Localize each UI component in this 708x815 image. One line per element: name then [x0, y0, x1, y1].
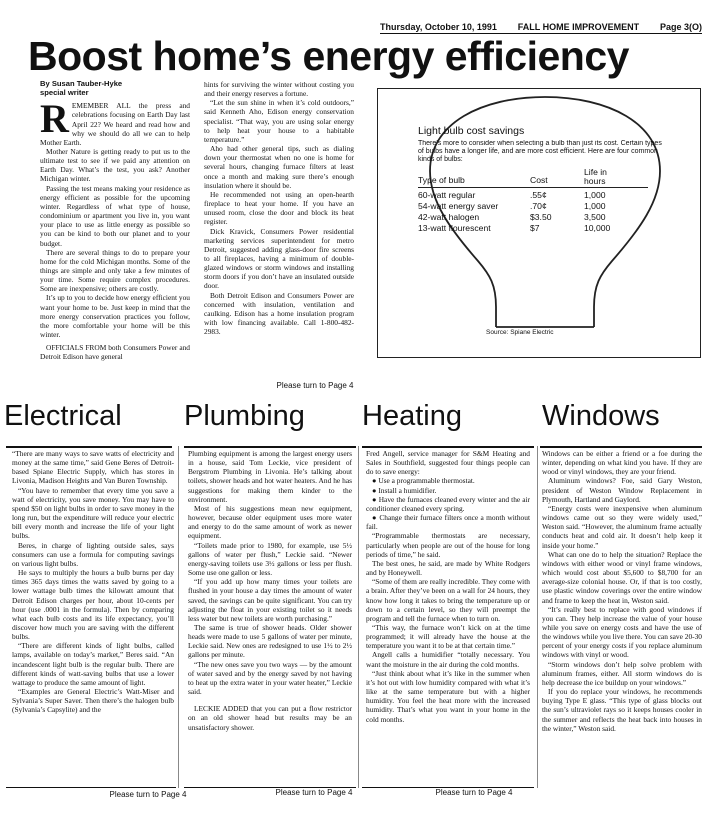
section-title-electrical: Electrical	[4, 400, 122, 432]
windows-para: “It’s really best to replace with good windows if you can. They help increase the value of your house while you save on energy costs and have the use of the windows while you live there. You can save 20-30 percent of your energy costs if you replace aluminum windows with vinyl or wood.	[542, 604, 702, 660]
byline-role: special writer	[40, 87, 89, 97]
section-rule-heating	[362, 446, 534, 448]
bulb-chart-row	[418, 223, 668, 234]
heating-para: The best ones, he said, are made by White Rodgers and by Honeywell.	[366, 558, 530, 578]
heating-bullet: ● Use a programmable thermostat.	[372, 476, 475, 486]
column-rule	[358, 446, 359, 788]
windows-para: “Storm windows don’t help solve problem with aluminum frames, either. All storm windows do is help decrease the ice buildup on your windows.”	[542, 659, 702, 687]
bulb-chart-header	[418, 168, 668, 186]
heating-para: Angell calls a humidifier “totally necessary. You want the moisture in the air during the cold months.	[366, 650, 530, 669]
folio-page: Page 3(O)	[659, 22, 702, 32]
row-cost: .55¢	[530, 190, 547, 200]
row-life: 3,500	[584, 212, 606, 222]
electrical-para: “There are different kinds of light bulbs, called lamps, available on today’s market,” Beres said. “An incandescent light bulb is the regular bulb. There are different kinds of watt-saving bulbs that use a lower wattage to produce the same amount of light.	[12, 641, 174, 687]
plumbing-para: “Toilets made prior to 1980, for example, use 5½ gallons of water per flush,” Leckie said. “Newer energy-saving toilets use 3½ gallons or less per flush. Some use one gallon or less.	[188, 540, 352, 578]
row-life: 1,000	[584, 201, 606, 211]
heating-bullet-text: Install a humidifier.	[378, 485, 437, 495]
section-title-windows: Windows	[542, 400, 660, 432]
header-life: Life in hours	[584, 167, 607, 186]
heating-lead: Fred Angell, service manager for S&M Heating and Sales in Southfield, suggested four things people can do to save energy:	[366, 449, 530, 477]
column-rule	[537, 446, 538, 788]
col2-para: “Let the sun shine in when it’s cold outdoors,” said Kenneth Aho, Edison energy conservation specialist. “That way, you are using solar energy to help heat your house to a habitable temperature.”	[204, 98, 354, 144]
plumbing-para: LECKIE ADDED that you can put a flow restrictor on an old shower head but results may be an unsatisfactory shower.	[188, 704, 352, 732]
col2-para: Both Detroit Edison and Consumers Power are concerned with insulation, ventilation and caulking. Edison has a home insulation program with low financing available. Call 1-800-482-2983.	[204, 290, 354, 337]
folio-section: FALL HOME IMPROVEMENT	[517, 22, 640, 32]
electrical-para: “Examples are General Electric’s Watt-Miser and Sylvania’s Super Saver. Then there’s the halogen bulb (Sylvania’s Capsylite) and the	[12, 687, 174, 715]
plumbing-column	[188, 449, 352, 785]
col1-para: Mother Nature is getting ready to put us to the ultimate test to see if we paid any attention on Earth Day. What’s the test, you ask? Another Michigan winter.	[40, 146, 190, 184]
row-life: 10,000	[584, 223, 611, 233]
row-cost: $3.50	[530, 212, 552, 222]
plumbing-para: Plumbing equipment is among the largest energy users in a house, said Tom Leckie, vice president of Bergstrom Plumbing in Livonia. He’s talking about toilets, shower heads and hot water heaters. And he has suggestions for making them kinder to the environment.	[188, 449, 352, 504]
bulb-chart-row	[418, 212, 668, 223]
folio-date: Thursday, October 10, 1991	[380, 22, 497, 32]
bottom-rule-electrical	[6, 787, 176, 788]
row-cost: $7	[530, 223, 540, 233]
bulb-chart-intro: There’s more to consider when selecting a bulb than just its cost. Certain types of bulbs have a longer life, and are more cost efficient. Here are four common kinds of bulbs:	[418, 140, 662, 164]
lead-text: EMEMBER ALL the press and celebrations focusing on Earth Day last April 22? We heard and read how and why we should do all we can to help Mother Earth.	[40, 101, 190, 147]
electrical-para: “There are many ways to save watts of electricity and money at the same time,” said Gene Beres of Detroit-based Spiane Electric Supply, which has stores in Livonia, Madison Heights and Van Buren Township.	[12, 449, 174, 486]
byline	[40, 80, 190, 97]
header-cost: Cost	[530, 175, 548, 185]
heating-bullet: ● Change their furnace filters once a month without fail.	[366, 513, 530, 532]
header-type: Type of bulb	[418, 175, 465, 185]
section-rule-windows	[540, 446, 702, 448]
bulb-chart-row	[418, 190, 668, 201]
heating-bullet: ● Install a humidifier.	[372, 485, 437, 495]
row-life: 1,000	[584, 190, 606, 200]
heating-bullet-text: Have the furnaces cleaned every winter and the air conditioner cleaned every spring.	[366, 494, 530, 513]
column-rule	[178, 446, 179, 788]
col1-para: OFFICIALS FROM both Consumers Power and Detroit Edison have general	[40, 343, 190, 362]
col1-para: It’s up to you to decide how energy efficient you want your home to be. Just keep in mind that the more energy conservation practices you follow, the more comfortable your home will be this winter.	[40, 293, 190, 340]
dropcap: R	[40, 96, 69, 142]
section-title-heating: Heating	[362, 400, 462, 432]
headline: Boost home’s energy efficiency	[28, 33, 629, 79]
row-type: 42-watt halogen	[418, 212, 480, 222]
bulb-chart-content	[418, 125, 668, 234]
heating-para: “Just think about what it’s like in the summer when it’s hot out with low humidity compared with what it’s like at the same temperature but with a higher humidity. You feel the heat more with the increased humidity. That’s what you want in your home in the cold months.	[366, 668, 530, 724]
windows-para: Windows can be either a friend or a foe during the winter, depending on what kind you have. If they are wood or vinyl windows, they are your friend.	[542, 449, 702, 477]
col2-para: hints for surviving the winter without costing you and their energy reserves a fortune.	[204, 80, 354, 99]
section-title-plumbing: Plumbing	[184, 400, 305, 432]
plumbing-para: Most of his suggestions mean new equipment, however, because older equipment uses more water and energy to do the same amount of work as newer equipment.	[188, 503, 352, 541]
heating-para: “Some of them are really incredible. They come with a brain. After they’ve been on a wall for 24 hours, they know how long it takes to bring the temperature up or down to a certain level, so they will preempt the program and tell the furnace when to turn on.	[366, 577, 530, 623]
electrical-column	[12, 449, 174, 785]
row-type: 60-watt regular	[418, 190, 476, 200]
bulb-chart-header-rule	[418, 187, 648, 188]
electrical-para: Beres, in charge of lighting outside sales, says consumers can use a formula for computing savings on various light bulbs.	[12, 540, 174, 568]
windows-para: What can one do to help the situation? Replace the windows with either wood or vinyl frame windows, which would cost about $5,600 to $8,700 for an average-size colonial house. Or, if that is too costly, use plastic window coverings over the entire window and frame to keep the heat in, Weston said.	[542, 549, 702, 605]
heating-para: “This way, the furnace won’t kick on at the time programmed; it will already have the house at the temperature you want it to be at that certain time.”	[366, 622, 530, 651]
row-cost: .70¢	[530, 201, 547, 211]
windows-para: If you do replace your windows, he recommends buying Type E glass. “This type of glass blocks out the sun’s ultraviolet rays so it keeps houses cooler in the summer and reflects the heat back into houses in the winter,” Weston said.	[542, 687, 702, 733]
heating-para: “Programmable thermostats are necessary, particularly when people are out of the house for long periods of time,” he said.	[366, 531, 530, 559]
main-story-col2	[204, 80, 354, 368]
col2-para: Dick Kravick, Consumers Power residential marketing services superintendent for metro Detroit, suggested adding glass-door fire screens to all fireplaces, having a minimum of double-glazed windows or storm windows and installing storm doors if you don’t have an insulated outside door.	[204, 226, 354, 291]
windows-para: Aluminum windows? Foe, said Gary Weston, president of Weston Window Replacement in Plymouth, Hartland and Gaylord.	[542, 476, 702, 504]
windows-column	[542, 449, 702, 789]
bulb-chart-box	[377, 88, 701, 358]
col1-para: There are several things to do to prepare your home for the cold Michigan months. Some of the things are simple and only take a few minutes of your time. Some require complex procedures. Some are inexpensive; others are costly.	[40, 247, 190, 294]
col1-para: Passing the test means making your residence as energy efficient as possible for the upcoming winter. Regardless of what type of house, condominium or apartment you live in, you want your place to use as little energy as possible so you can be kind to both our planet and to your budget.	[40, 183, 190, 248]
heating-bullet: ● Have the furnaces cleaned every winter and the air conditioner cleaned every spring.	[366, 494, 530, 513]
plumbing-para: “The new ones save you two ways — by the amount of water saved and by the energy saved by not having to heat up the extra water in your water heater,” Leckie said.	[188, 659, 352, 697]
bulb-chart-source: Source: Spiane Electric	[486, 329, 554, 336]
byline-author: By Susan Tauber-Hyke	[40, 80, 123, 88]
electrical-para: He says to multiply the hours a bulb burns per day times 365 days times the watts saved by going to a lower wattage bulb times the kilowatt amount that Detroit Edison charges per hour, about 10-cents per hour (use .0001 in the formula). Then by comparing what each bulb costs and its life expectancy, you’ll discover how much you are saving with the different bulbs.	[12, 568, 174, 642]
bulb-chart-row	[418, 201, 668, 212]
row-type: 13-watt flourescent	[418, 223, 491, 233]
heating-column	[366, 449, 530, 785]
heating-bullet-text: Use a programmable thermostat.	[378, 476, 475, 486]
lead-paragraph	[40, 96, 190, 147]
col2-para: He recommended not using an open-hearth fireplace to heat your home. If you have an unused room, close the door and block its heat register.	[204, 189, 354, 227]
electrical-para: “You have to remember that every time you save a watt of electricity, you save money. You may have to spend $50 on light bulbs in order to save money in the long run, but the expenditure will reduce your electric bill every month and increase the life of your light bulbs.	[12, 485, 174, 541]
heating-continued: Please turn to Page 4	[435, 788, 513, 797]
electrical-continued: Please turn to Page 4	[109, 790, 187, 799]
folio-line	[380, 22, 702, 32]
windows-para: “Energy costs were inexpensive when aluminum windows came out so they were widely used,” Weston said. “However, the aluminum frame actually conducts heat and cold air. It doesn’t help keep it inside your home.”	[542, 503, 702, 550]
section-rule-electrical	[6, 446, 172, 448]
section-rule-plumbing	[184, 446, 356, 448]
main-story-continued: Please turn to Page 4	[276, 381, 354, 390]
plumbing-continued: Please turn to Page 4	[275, 788, 353, 797]
plumbing-para: The same is true of shower heads. Older shower heads were made to use 5 gallons of water per minute, Leckie said. New ones are redesigned to use 1½ to 2½ gallons per minute.	[188, 622, 352, 660]
heating-bullet-text: Change their furnace filters once a month without fail.	[366, 513, 530, 532]
plumbing-para: “If you add up how many times your toilets are flushed in your house a day times the amount of water saved, the savings can be quite significant. You can try adjusting the float in your existing toilet so it needs less water but new toilets are worth purchasing.”	[188, 577, 352, 623]
col2-para: Aho had other general tips, such as dialing down your thermostat when no one is home for several hours, changing furnace filters at least once a month and making sure there’s enough insulation where it should be.	[204, 144, 354, 190]
main-story-col1	[40, 80, 190, 370]
bulb-chart-title: Light bulb cost savings	[418, 125, 525, 137]
row-type: 54-watt energy saver	[418, 201, 499, 211]
